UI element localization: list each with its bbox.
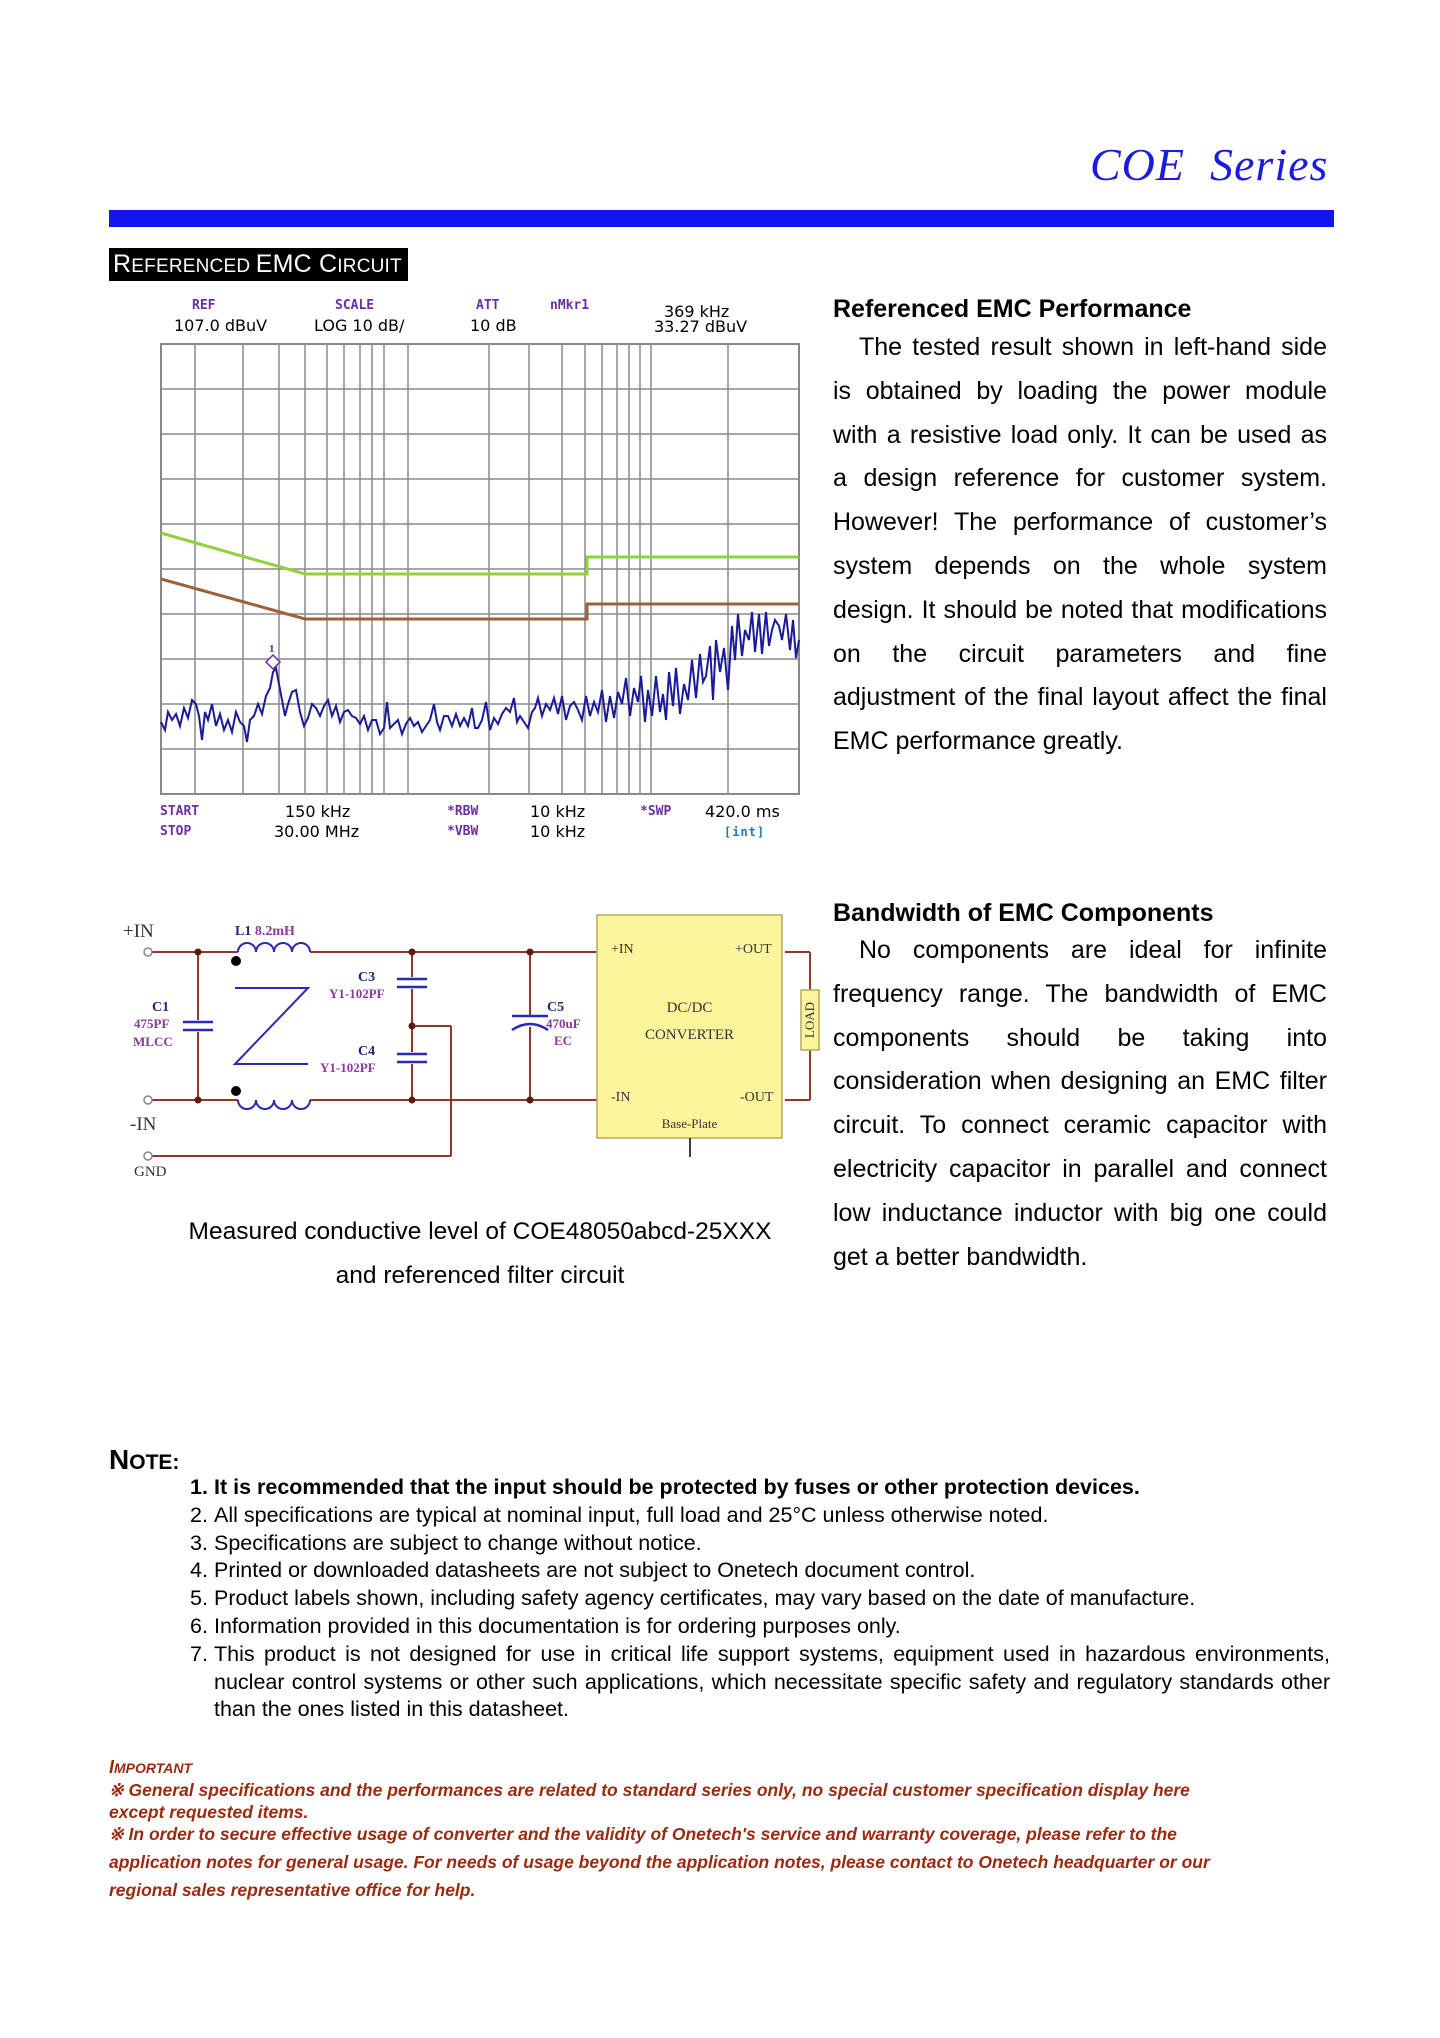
c3-label: C3 xyxy=(358,970,376,985)
rbw-label: *RBW xyxy=(447,804,479,819)
load-label: LOAD xyxy=(802,1001,817,1039)
marker-frequency: 369 kHz xyxy=(664,302,730,321)
gnd-label: GND xyxy=(134,1164,167,1180)
heading-part: IRCUIT xyxy=(337,256,402,277)
note-item: 4. Printed or downloaded datasheets are not subject to Onetech document control. xyxy=(190,1558,976,1583)
choke-dot-bottom xyxy=(231,1086,241,1096)
note-item: 3. Specifications are subject to change without notice. xyxy=(190,1530,702,1555)
heading-part: EFERENCED xyxy=(131,256,256,277)
caption-line-1: Measured conductive level of COE48050abcd-25XXX xyxy=(188,1218,772,1245)
bandwidth-section xyxy=(833,897,1327,1279)
c5-type: EC xyxy=(554,1033,573,1048)
c4-value: Y1-102PF xyxy=(320,1060,376,1075)
heading-part: R xyxy=(113,250,132,278)
converter-plus-in: +IN xyxy=(611,942,634,957)
vbw-value: 10 kHz xyxy=(530,822,586,841)
ref-value: 107.0 dBuV xyxy=(174,316,268,335)
c1-value: 475PF xyxy=(134,1016,170,1031)
start-value: 150 kHz xyxy=(285,802,351,821)
figure-caption xyxy=(150,1210,810,1298)
stop-value: 30.00 MHz xyxy=(274,822,360,841)
plus-in-label: +IN xyxy=(123,921,154,942)
bandwidth-title: Bandwidth of EMC Components xyxy=(833,899,1214,927)
bandwidth-body: No components are ideal for infinite frequency range. The bandwidth of EMC components should be taking into consideration when designing an EMC filter circuit. To connect ceramic capacitor with electricity capacitor in parallel and connect low inductance inductor with big one could get a better bandwidth. xyxy=(833,936,1327,1271)
sweep-label: *SWP xyxy=(640,804,672,819)
performance-body: The tested result shown in left-hand side is obtained by loading the power module with a resistive load only. It can be used as a design reference for customer system. However! The performance of customer’s system depends on the whole system design. It should be noted that modifications on the circuit parameters and fine adjustment of the final layout affect the final EMC performance greatly. xyxy=(833,333,1327,756)
important-line: ※ General specifications and the performances are related to standard series only, no special customer specification display here xyxy=(109,1780,1190,1800)
important-notice xyxy=(109,1756,1299,1901)
emc-spectrum-chart xyxy=(150,298,810,848)
performance-section xyxy=(833,292,1327,764)
important-line: application notes for general usage. For needs of usage beyond the application notes, please contact to Onetech headquarter or our xyxy=(109,1852,1210,1872)
caption-line-2: and referenced filter circuit xyxy=(335,1262,625,1289)
converter-title-line2: CONVERTER xyxy=(644,1027,735,1043)
notes-heading: NOTE: xyxy=(109,1444,180,1475)
emc-filter-circuit-diagram xyxy=(110,900,840,1200)
performance-title: Referenced EMC Performance xyxy=(833,295,1192,323)
section-heading-referenced-emc-circuit xyxy=(109,248,408,281)
sweep-value: 420.0 ms xyxy=(705,802,780,821)
header-divider-bar xyxy=(109,210,1334,227)
spectrum-plot xyxy=(150,342,810,802)
l1-label: L1 8.2mH xyxy=(235,924,295,939)
important-line: except requested items. xyxy=(109,1802,309,1822)
converter-minus-out: -OUT xyxy=(740,1090,774,1105)
marker-level: 33.27 dBuV xyxy=(654,317,748,336)
heading-part: C xyxy=(311,250,338,278)
rbw-value: 10 kHz xyxy=(530,802,586,821)
start-label: START xyxy=(160,804,200,819)
converter-minus-in: -IN xyxy=(611,1090,631,1105)
converter-title-line1: DC/DC xyxy=(666,1000,713,1016)
ref-label: REF xyxy=(192,298,216,313)
c1-type: MLCC xyxy=(133,1034,173,1049)
important-line: ※ In order to secure effective usage of converter and the validity of Onetech's service and warranty coverage, please refer to the xyxy=(109,1824,1177,1844)
heading-part: EMC xyxy=(255,250,312,278)
important-heading: IMPORTANT xyxy=(109,1757,193,1777)
series-title: COE Series xyxy=(1090,139,1329,190)
vbw-label: *VBW xyxy=(447,824,479,839)
c5-label: C5 xyxy=(547,1000,565,1015)
note-item: 7. This product is not designed for use in critical life support systems, equipment used in hazardous environments, nuclear control systems or other such applications, which necessitate specific safety and regulatory standards other than the ones listed in this datasheet. xyxy=(190,1641,1330,1722)
note-item: 1. It is recommended that the input should be protected by fuses or other protection devices. xyxy=(190,1475,1140,1499)
important-line: regional sales representative office for help. xyxy=(109,1880,476,1900)
c4-label: C4 xyxy=(358,1044,376,1059)
choke-dot-top xyxy=(231,956,241,966)
att-label: ATT xyxy=(476,298,500,313)
scale-label: SCALE xyxy=(335,298,375,313)
marker-label: nMkr1 xyxy=(550,298,590,313)
c3-value: Y1-102PF xyxy=(329,986,385,1001)
note-item: 5. Product labels shown, including safety agency certificates, may vary based on the date of manufacture. xyxy=(190,1586,1196,1611)
note-item: 2. All specifications are typical at nominal input, full load and 25°C unless otherwise noted. xyxy=(190,1502,1049,1527)
converter-plus-out: +OUT xyxy=(735,942,772,957)
c1-label: C1 xyxy=(152,1000,170,1015)
att-value: 10 dB xyxy=(470,316,517,335)
note-item: 6. Information provided in this documentation is for ordering purposes only. xyxy=(190,1613,901,1638)
notes-list xyxy=(190,1474,1330,1724)
marker-1-number: 1 xyxy=(269,643,275,655)
stop-label: STOP xyxy=(160,824,192,839)
common-mode-choke-l1 xyxy=(235,943,310,1109)
int-indicator: [int] xyxy=(724,825,766,839)
c5-value: 470uF xyxy=(546,1016,581,1031)
scale-value: LOG 10 dB/ xyxy=(314,316,405,335)
minus-in-label: -IN xyxy=(130,1114,157,1135)
base-plate-label: Base-Plate xyxy=(661,1116,718,1131)
